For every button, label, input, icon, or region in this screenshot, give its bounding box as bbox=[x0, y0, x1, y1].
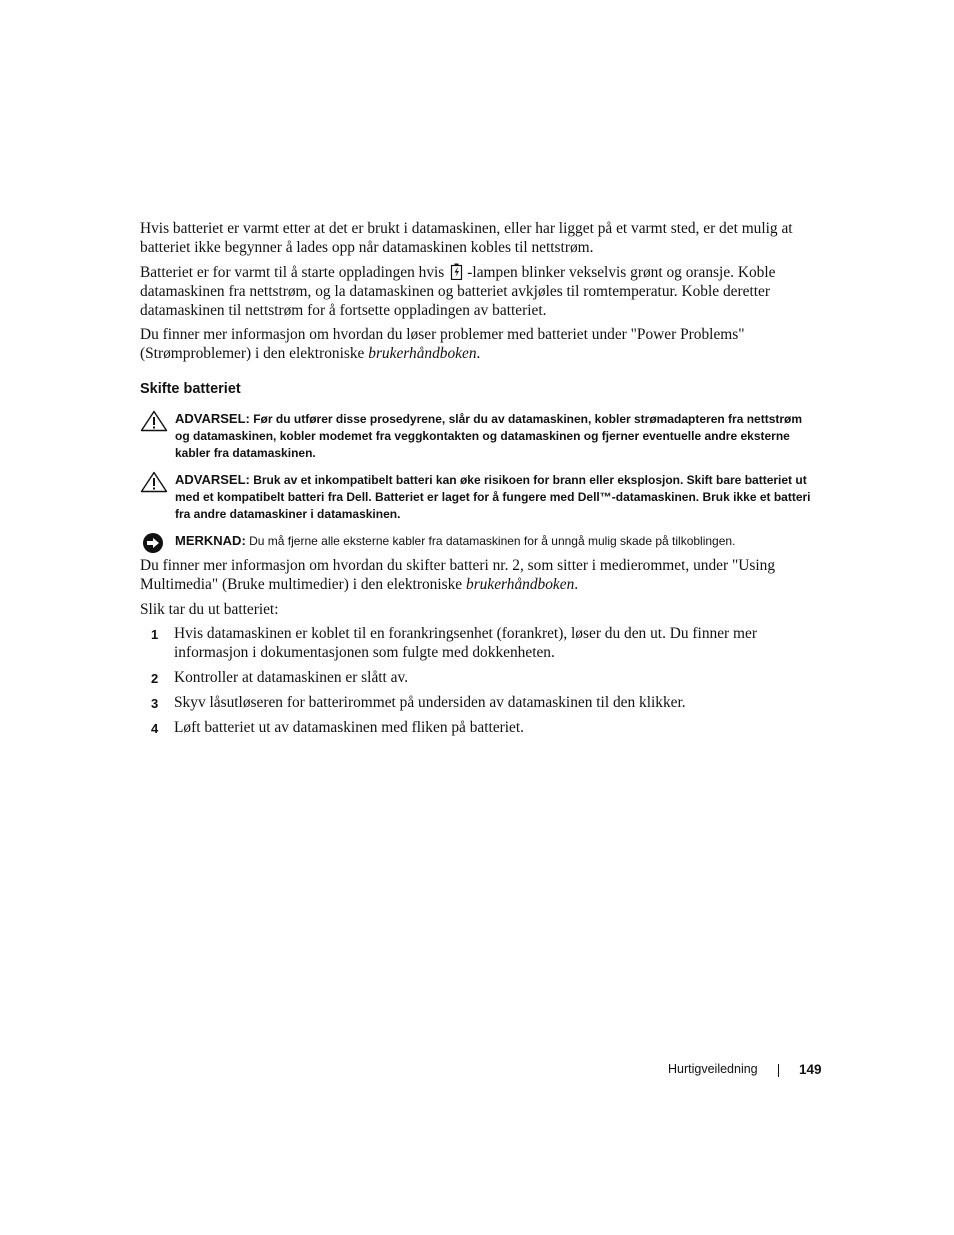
section-heading: Skifte batteriet bbox=[140, 381, 241, 397]
footer-title: Hurtigveiledning bbox=[668, 1062, 758, 1076]
steps-list bbox=[140, 624, 820, 743]
note-arrow-icon bbox=[140, 532, 168, 554]
warning-label: ADVARSEL: bbox=[175, 411, 250, 426]
paragraph-text: . bbox=[574, 576, 579, 593]
notice-note bbox=[140, 532, 820, 550]
paragraph-intro-steps bbox=[140, 600, 820, 619]
step-text: Skyv låsutløseren for batterirommet på undersiden av datamaskinen til den klikker. bbox=[174, 694, 686, 711]
paragraph-text: Slik tar du ut batteriet: bbox=[140, 601, 279, 618]
paragraph-multimedia bbox=[140, 556, 820, 594]
warning-text: Bruk av et inkompatibelt batteri kan øke risikoen for brann eller eksplosjon. Skift bare batteriet ut med et kompatibelt batteri fra Dell. Batteriet er laget for å fungere med Dell™-datamaskinen. Bruk ikke et batteri fra andre datamaskiner i datamaskinen. bbox=[175, 473, 811, 521]
manual-title: brukerhåndboken bbox=[466, 576, 575, 593]
warning-note-1 bbox=[140, 410, 820, 462]
notice-text: Du må fjerne alle eksterne kabler fra datamaskinen for å unngå mulig skade på tilkoblingen. bbox=[249, 534, 736, 548]
warning-label: ADVARSEL: bbox=[175, 472, 250, 487]
list-item bbox=[140, 668, 820, 687]
manual-title: brukerhåndboken bbox=[368, 345, 477, 362]
step-number: 3 bbox=[151, 696, 159, 711]
paragraph-charging-light bbox=[140, 263, 820, 320]
step-text: Hvis datamaskinen er koblet til en forankringsenhet (forankret), løser du den ut. Du finner mer informasjon i dokumentasjonen som fulgte med dokkenheten. bbox=[174, 625, 757, 661]
step-number: 2 bbox=[151, 671, 159, 686]
paragraph-hot-battery bbox=[140, 219, 820, 257]
notice-label: MERKNAD: bbox=[175, 533, 246, 548]
paragraph-text: Batteriet er for varmt til å starte oppladingen hvis bbox=[140, 264, 445, 281]
list-item bbox=[140, 693, 820, 712]
list-item bbox=[140, 624, 820, 662]
paragraph-text: -lampen blinker vekselvis grønt og oransje. Koble datamaskinen fra nettstrøm, og la datamaskinen og batteriet avkjøles til romtemperatur. Koble deretter datamaskinen til nettstrøm for å fortsette oppladingen av batteriet. bbox=[140, 264, 776, 319]
list-item bbox=[140, 718, 820, 737]
step-text: Løft batteriet ut av datamaskinen med fliken på batteriet. bbox=[174, 719, 525, 736]
page-number: 149 bbox=[799, 1062, 822, 1077]
footer-divider bbox=[778, 1064, 779, 1077]
warning-text: Før du utfører disse prosedyrene, slår du av datamaskinen, kobler strømadapteren fra nettstrøm og datamaskinen, kobler modemet fra veggkontakten og datamaskinen og fjerner eventuelle andre eksterne kabler fra datamaskinen. bbox=[175, 412, 803, 460]
paragraph-text: Du finner mer informasjon om hvordan du skifter batteri nr. 2, som sitter i medierommet, under "Using Multimedia" (Bruke multimedier) i den elektroniske bbox=[140, 557, 776, 593]
warning-note-2 bbox=[140, 471, 820, 523]
warning-triangle-icon bbox=[140, 471, 168, 493]
paragraph-text: Du finner mer informasjon om hvordan du løser problemer med batteriet under "Power Problems" (Strømproblemer) i den elektroniske bbox=[140, 326, 745, 362]
battery-charge-icon bbox=[450, 263, 463, 280]
paragraph-power-problems bbox=[140, 325, 820, 363]
paragraph-text: Hvis batteriet er varmt etter at det er brukt i datamaskinen, eller har ligget på et varmt sted, er det mulig at batteriet ikke begynner å lades opp når datamaskinen kobles til nettstrøm. bbox=[140, 220, 793, 256]
warning-triangle-icon bbox=[140, 410, 168, 432]
step-number: 1 bbox=[151, 627, 159, 642]
paragraph-text: . bbox=[476, 345, 481, 362]
step-number: 4 bbox=[151, 721, 159, 736]
step-text: Kontroller at datamaskinen er slått av. bbox=[174, 669, 409, 686]
